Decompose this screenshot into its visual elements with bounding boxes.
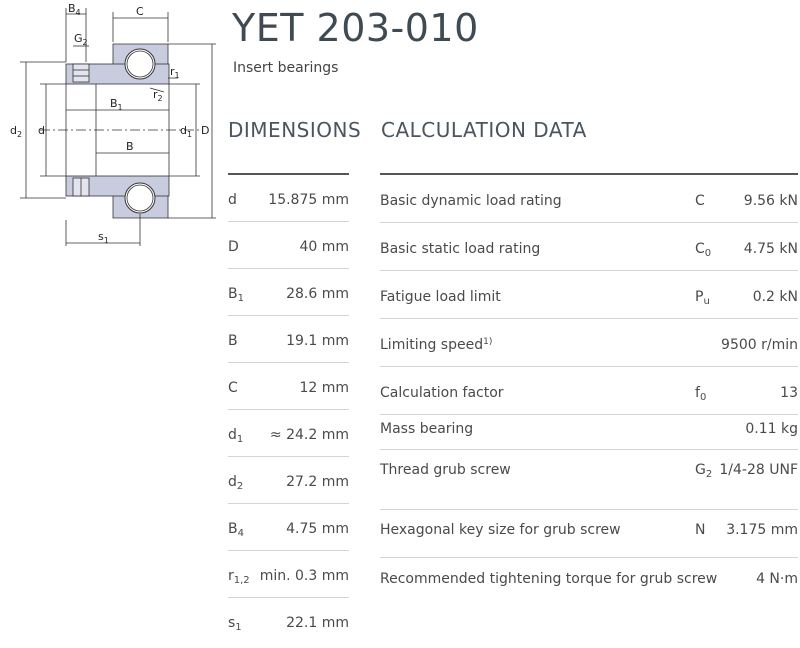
calc-symbol: $C_0$ (695, 241, 712, 259)
dimension-symbol: $B_1$ (228, 286, 244, 304)
calc-label: Limiting speed$^{1)}$ (380, 337, 493, 353)
calculation-heading: CALCULATION DATA (381, 118, 587, 142)
calc-label: Basic static load rating (380, 241, 541, 257)
dimension-value: 19.1 mm (286, 333, 349, 349)
calc-symbol: $P_u$ (695, 289, 710, 307)
calc-row-hex-key-size (380, 510, 798, 558)
dimension-symbol: C (228, 380, 238, 396)
calc-value: 13 (780, 385, 798, 401)
calc-row-fatigue-limit (380, 271, 798, 319)
dimension-value: 28.6 mm (286, 286, 349, 302)
dimension-row-d2 (228, 457, 349, 504)
dimension-row-d1 (228, 410, 349, 457)
calc-row-limiting-speed (380, 319, 798, 367)
calc-symbol: N (695, 522, 706, 538)
dimension-row-b4 (228, 504, 349, 551)
dimension-row-r12 (228, 551, 349, 598)
page-subtitle: Insert bearings (233, 60, 339, 76)
calc-label: Hexagonal key size for grub screw (380, 522, 621, 538)
label-s1: $s_1$ (98, 230, 109, 245)
label-d1: $d_1$ (180, 124, 193, 139)
bearing-cross-section-drawing (0, 0, 220, 260)
calculation-table (380, 175, 798, 608)
label-big-d: D (201, 124, 210, 137)
dimension-symbol: D (228, 239, 239, 255)
label-c: C (136, 5, 144, 18)
dimension-row-s1 (228, 598, 349, 644)
dimension-value: 22.1 mm (286, 615, 349, 631)
dimension-row-outer-d (228, 222, 349, 269)
calc-symbol: $G_2$ (695, 462, 713, 480)
calc-label: Calculation factor (380, 385, 504, 401)
calc-value: 0.2 kN (752, 289, 798, 305)
calc-row-thread-grub-screw (380, 450, 798, 510)
dimension-value: 4.75 mm (286, 521, 349, 537)
dimensions-heading: DIMENSIONS (228, 118, 362, 142)
dimension-symbol: $s_1$ (228, 615, 242, 633)
dimension-value: 27.2 mm (286, 474, 349, 490)
label-g2: $G_2$ (74, 32, 88, 47)
calc-symbol: $f_0$ (695, 385, 707, 403)
calc-label: Recommended tightening torque for grub screw (380, 571, 718, 587)
dimension-row-b1 (228, 269, 349, 316)
calc-value: 3.175 mm (726, 522, 798, 538)
calc-symbol: C (695, 193, 705, 209)
dimension-symbol: $B_4$ (228, 521, 244, 539)
calc-row-dynamic-load (380, 175, 798, 223)
dimension-symbol: B (228, 333, 238, 349)
calc-value: 1/4-28 UNF (719, 462, 798, 478)
calc-value: 9.56 kN (743, 193, 798, 209)
dimension-symbol: $d_2$ (228, 474, 244, 492)
page-title: YET 203-010 (232, 6, 479, 50)
calc-value: 4.75 kN (743, 241, 798, 257)
dimension-value: 12 mm (299, 380, 349, 396)
calc-row-mass (380, 415, 798, 450)
label-b4: $B_4$ (68, 2, 81, 17)
calc-value: 0.11 kg (745, 421, 798, 437)
dimension-row-b (228, 316, 349, 363)
dimension-value: 40 mm (299, 239, 349, 255)
dimension-symbol: d (228, 192, 237, 208)
label-r2: $r_2$ (153, 88, 163, 103)
dimension-row-c (228, 363, 349, 410)
calc-row-tightening-torque (380, 558, 798, 608)
calc-label: Thread grub screw (380, 462, 511, 478)
calc-row-static-load (380, 223, 798, 271)
dimension-value: ≈ 24.2 mm (269, 427, 349, 443)
calc-label: Fatigue load limit (380, 289, 501, 305)
calc-value: 4 N·m (756, 571, 798, 587)
label-d: d (38, 124, 45, 137)
dimension-row-d (228, 175, 349, 222)
label-b1: $B_1$ (110, 97, 123, 112)
dimension-value: min. 0.3 mm (259, 568, 349, 584)
label-r1: $r_1$ (170, 65, 180, 80)
dimension-symbol: $d_1$ (228, 427, 244, 445)
dimension-symbol: $r_{1,2}$ (228, 568, 250, 586)
dimension-value: 15.875 mm (268, 192, 349, 208)
calc-label: Mass bearing (380, 421, 474, 437)
label-b: B (126, 140, 134, 153)
calc-label: Basic dynamic load rating (380, 193, 562, 209)
label-d2: $d_2$ (10, 124, 23, 139)
dimensions-table (228, 175, 349, 644)
calc-row-calculation-factor (380, 367, 798, 415)
calc-value: 9500 r/min (721, 337, 798, 353)
